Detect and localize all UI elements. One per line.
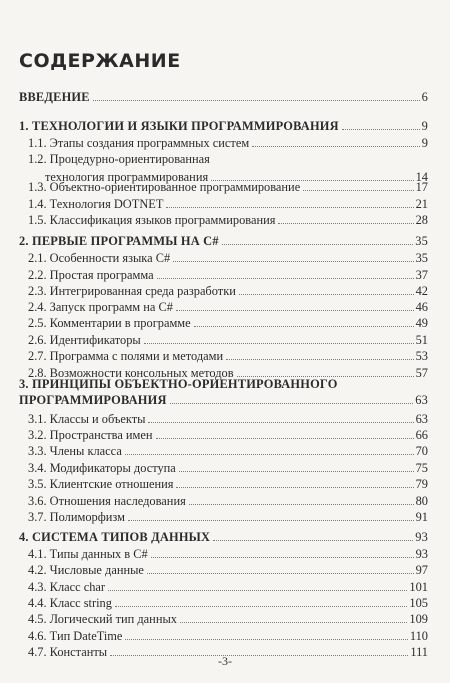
dot-leader [189, 504, 414, 505]
toc-entry-label: 1.1. Этапы создания программных систем [28, 136, 250, 150]
toc-section-entry [28, 180, 428, 194]
page-number: -3- [218, 654, 232, 668]
dot-leader [93, 100, 420, 101]
dot-leader [194, 326, 414, 327]
toc-entry-label: 2.6. Идентификаторы [28, 333, 141, 347]
toc-chapter-entry [19, 530, 428, 544]
toc-page-number: 57 [415, 366, 428, 380]
dot-leader [176, 310, 414, 311]
toc-entry-label: 2. ПЕРВЫЕ ПРОГРАММЫ НА C# [19, 234, 219, 248]
dot-leader [147, 573, 414, 574]
toc-section-entry [28, 316, 428, 330]
toc-page-number: 49 [415, 316, 428, 330]
toc-page-number: 35 [415, 251, 428, 265]
toc-section-entry [28, 629, 428, 643]
toc-entry-label: 3.1. Классы и объекты [28, 412, 146, 426]
toc-section-entry [28, 547, 428, 561]
toc-section-entry [28, 412, 428, 426]
toc-section-entry [28, 300, 428, 314]
dot-leader [173, 261, 413, 262]
toc-page-number: 17 [415, 180, 428, 194]
toc-page-number: 35 [415, 234, 428, 248]
toc-entry-label: 2.8. Возможности консольных методов [28, 366, 234, 380]
toc-entry-label: 2.1. Особенности языка C# [28, 251, 171, 265]
toc-section-entry [28, 428, 428, 442]
toc-page-number: 28 [415, 213, 428, 227]
toc-section-entry [28, 333, 428, 347]
toc-page-number: 109 [409, 612, 428, 626]
dot-leader [148, 422, 413, 423]
toc-page-number: 79 [415, 477, 428, 491]
toc-entry-label: 4.4. Класс string [28, 596, 112, 610]
toc-page-number: 75 [415, 461, 428, 475]
toc-entry-label: 1.3. Объектно-ориентированное программирование [28, 180, 301, 194]
dot-leader [222, 244, 413, 245]
toc-page-number: 110 [409, 629, 428, 643]
toc-section-entry [28, 510, 428, 524]
dot-leader [125, 639, 407, 640]
toc-entry-label: 4.3. Класс char [28, 580, 106, 594]
toc-entry-label: 1. ТЕХНОЛОГИИ И ЯЗЫКИ ПРОГРАММИРОВАНИЯ [19, 119, 339, 133]
dot-leader [157, 278, 414, 279]
toc-section-entry [28, 477, 428, 491]
toc-entry-label: 3.6. Отношения наследования [28, 494, 186, 508]
toc-section-entry [28, 612, 428, 626]
toc-chapter-entry [19, 393, 428, 407]
toc-page-number: 46 [415, 300, 428, 314]
toc-entry-label: 2.5. Комментарии в программе [28, 316, 191, 330]
toc-section-entry [28, 461, 428, 475]
toc-entry-label: 3.2. Пространства имен [28, 428, 153, 442]
toc-entry-label: 1.2. Процедурно-ориентированная [28, 152, 210, 166]
dot-leader [176, 487, 413, 488]
toc-entry-label: 4.5. Логический тип данных [28, 612, 177, 626]
dot-leader [278, 223, 413, 224]
toc-page-number: 37 [415, 268, 428, 282]
toc-chapter-entry [19, 119, 428, 133]
toc-page-number: 80 [415, 494, 428, 508]
toc-page-number: 51 [415, 333, 428, 347]
toc-page-number: 63 [415, 412, 428, 426]
toc-chapter-entry [19, 234, 428, 248]
toc-entry-label: 1.4. Технология DOTNET [28, 197, 164, 211]
dot-leader [226, 359, 413, 360]
dot-leader [128, 520, 414, 521]
toc-entry-label-continued: ПРОГРАММИРОВАНИЯ [19, 393, 167, 407]
dot-leader [179, 471, 414, 472]
toc-section-entry [28, 213, 428, 227]
toc-section-entry [28, 349, 428, 363]
toc-page-number: 70 [415, 444, 428, 458]
toc-entry-label: 3.4. Модификаторы доступа [28, 461, 176, 475]
toc-entry-label: 1.5. Классификация языков программирования [28, 213, 276, 227]
dot-leader [125, 454, 414, 455]
toc-section-entry [28, 563, 428, 577]
toc-entry-label: 3.3. Члены класса [28, 444, 122, 458]
toc-entry-label: 2.4. Запуск программ на C# [28, 300, 173, 314]
toc-entry-label: 2.3. Интегрированная среда разработки [28, 284, 236, 298]
toc-page-number: 9 [421, 119, 428, 133]
toc-section-entry [28, 197, 428, 211]
toc-page-number: 93 [415, 530, 428, 544]
dot-leader [252, 146, 420, 147]
toc-entry-label: 4.6. Тип DateTime [28, 629, 123, 643]
dot-leader [166, 207, 413, 208]
toc-entry-label: 4.1. Типы данных в C# [28, 547, 148, 561]
toc-entry-label: 4. СИСТЕМА ТИПОВ ДАННЫХ [19, 530, 211, 544]
dot-leader [151, 557, 414, 558]
toc-entry-label: 2.7. Программа с полями и методами [28, 349, 224, 363]
dot-leader [115, 606, 407, 607]
toc-page-number: 63 [415, 393, 428, 407]
toc-section-entry [28, 444, 428, 458]
toc-page-number: 42 [415, 284, 428, 298]
toc-page-number: 111 [410, 645, 428, 659]
toc-section-entry [28, 268, 428, 282]
toc-page-number: 105 [409, 596, 428, 610]
toc-section-entry [28, 136, 428, 150]
dot-leader [180, 622, 407, 623]
toc-entry-label: ВВЕДЕНИЕ [19, 90, 90, 104]
dot-leader [170, 403, 414, 404]
toc-entry-label: 4.2. Числовые данные [28, 563, 144, 577]
toc-section-entry [28, 580, 428, 594]
toc-entry-label: 3.5. Клиентские отношения [28, 477, 174, 491]
toc-page-number: 9 [421, 136, 428, 150]
toc-page-number: 91 [415, 510, 428, 524]
dot-leader [342, 129, 420, 130]
dot-leader [144, 343, 414, 344]
toc-page-number: 97 [415, 563, 428, 577]
toc-page-number: 21 [415, 197, 428, 211]
toc-page-number: 66 [415, 428, 428, 442]
toc-chapter-entry [19, 90, 428, 104]
toc-section-entry [28, 251, 428, 265]
toc-section-entry [28, 596, 428, 610]
toc-page-number: 6 [421, 90, 428, 104]
dot-leader [303, 190, 413, 191]
toc-section-entry [28, 284, 428, 298]
toc-section-entry [28, 494, 428, 508]
toc-entry-label: 3.7. Полиморфизм [28, 510, 125, 524]
toc-entry-label: 3. ПРИНЦИПЫ ОБЪЕКТНО-ОРИЕНТИРОВАННОГО [19, 377, 338, 391]
toc-entry-label: 4.7. Константы [28, 645, 108, 659]
toc-entry-label-continued: технология программирования [45, 170, 209, 184]
dot-leader [239, 294, 414, 295]
toc-entry-label: 2.2. Простая программа [28, 268, 154, 282]
page-title: СОДЕРЖАНИЕ [19, 50, 181, 72]
toc-page-number: 93 [415, 547, 428, 561]
toc-page-number: 14 [415, 170, 428, 184]
toc-page-number: 53 [415, 349, 428, 363]
dot-leader [213, 540, 413, 541]
toc-page-number: 101 [409, 580, 428, 594]
dot-leader [156, 438, 414, 439]
dot-leader [108, 590, 407, 591]
